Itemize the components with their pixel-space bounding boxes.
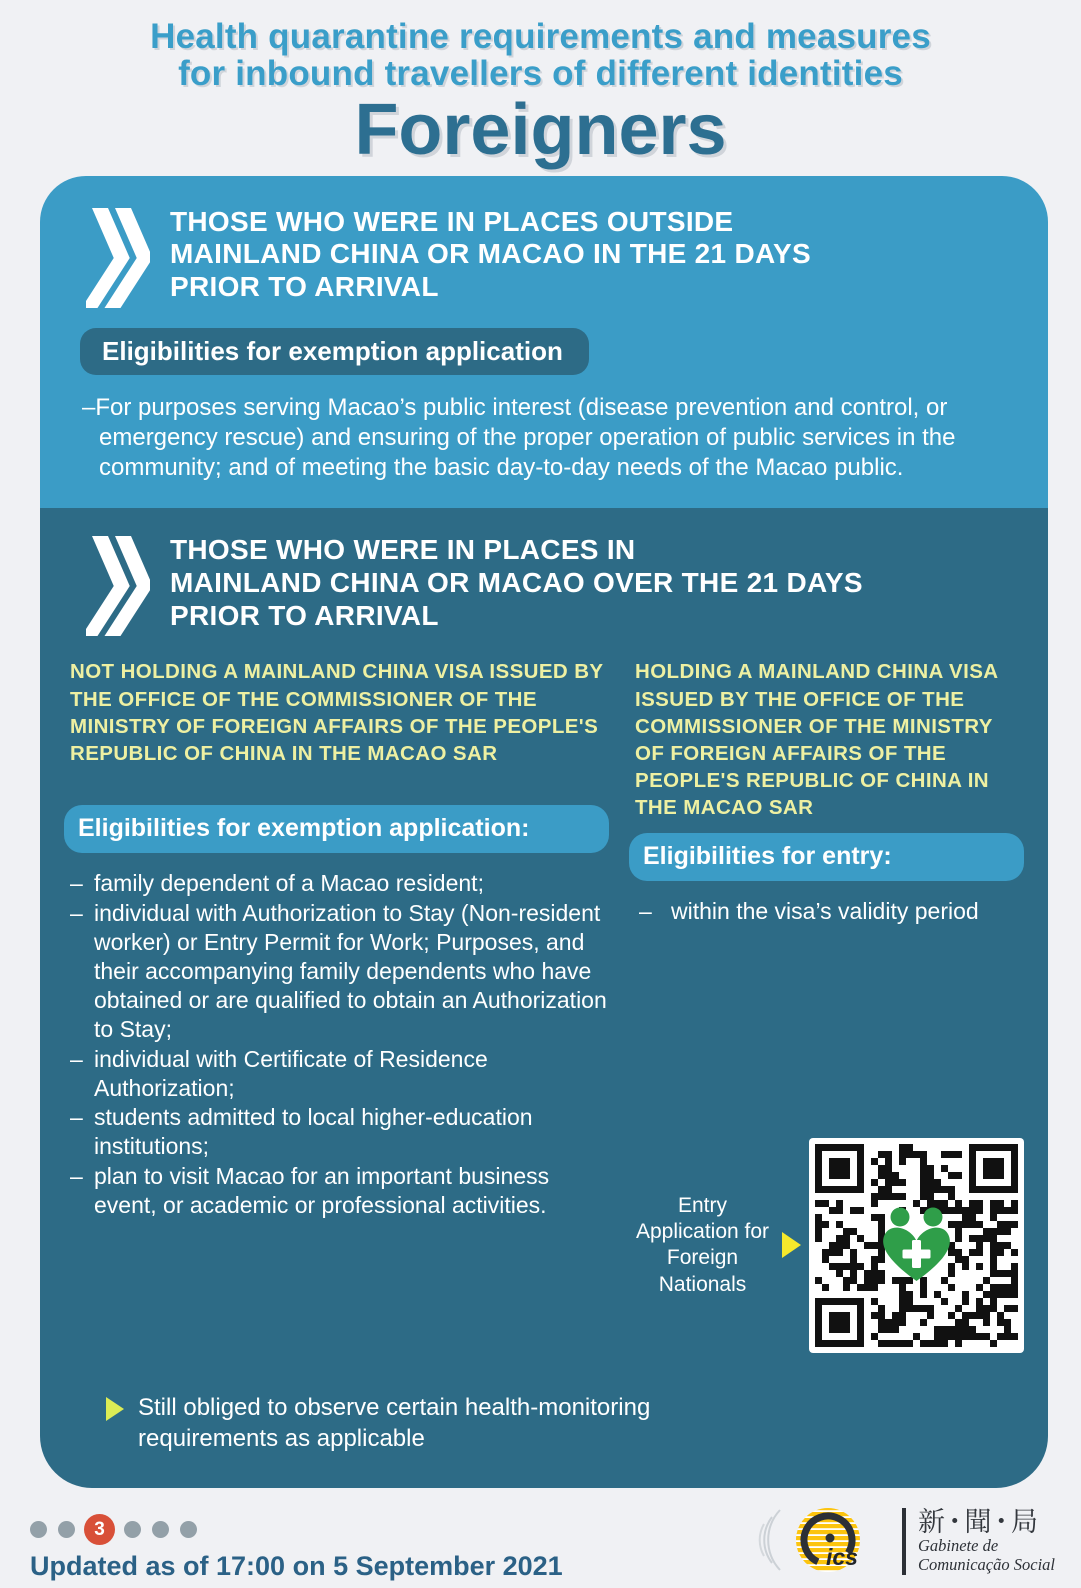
gcs-monogram: ics (825, 1544, 858, 1571)
gcs-logo-text (902, 1508, 1055, 1574)
poster-subtitle-line1: Health quarantine requirements and measures (150, 17, 931, 56)
page-dot (180, 1521, 197, 1538)
page-dot (58, 1521, 75, 1538)
list-item: – students admitted to local higher-education institutions; (68, 1103, 609, 1161)
gcs-portuguese-name-line2: Comunicação Social (917, 1554, 1055, 1574)
section-inside-21days (40, 508, 1048, 1488)
double-chevron-icon (86, 536, 150, 636)
gcs-portuguese-name-line1: Gabinete de (917, 1535, 999, 1555)
section-outside-title-line2: MAINLAND CHINA OR MACAO IN THE 21 DAYS (170, 238, 811, 270)
gcs-logo-icon (746, 1500, 898, 1582)
poster-header (0, 0, 1081, 171)
page-dot (152, 1521, 169, 1538)
exemption-pill-outside: Eligibilities for exemption application (80, 328, 589, 376)
section-outside-title (170, 206, 811, 304)
qr-code-label (629, 1193, 776, 1298)
section-outside-header (62, 206, 1012, 308)
column-holding-visa (629, 658, 1024, 1352)
qr-code (809, 1138, 1024, 1353)
page-dot-current: 3 (84, 1514, 115, 1545)
list-item: – family dependent of a Macao resident; (68, 869, 609, 898)
exemption-conditions-text: –For purposes serving Macao’s public interest (disease prevention and control, or emergency rescue) and ensuring of the proper operation of public services in the community; and of meeting the basic day-to-day needs of the Macao public. (82, 394, 956, 481)
list-item: – individual with Authorization to Stay (Non-resident worker) or Entry Permit for Work; Purposes, and their accompanying family dependents who have obtained or are qualified to obtain an Authorization to Stay; (68, 899, 609, 1045)
qr-code-label-line1: Entry Application for (635, 1193, 770, 1244)
qr-code-image (815, 1144, 1018, 1347)
exemption-pill-inside: Eligibilities for exemption application: (64, 805, 609, 853)
section-inside-title-line3: PRIOR TO ARRIVAL (170, 599, 439, 631)
section-inside-title-line2: MAINLAND CHINA OR MACAO OVER THE 21 DAYS (170, 567, 863, 599)
poster-footer (0, 1488, 1081, 1588)
yellow-arrow-icon (782, 1232, 801, 1258)
holding-visa-subheading: HOLDING A MAINLAND CHINA VISA ISSUED BY THE OFFICE OF THE COMMISSIONER OF THE MINISTRY OF FOREIGN AFFAIRS OF THE PEOPLE'S REPUBLIC OF CHINA IN THE MACAO SAR (635, 660, 998, 819)
section-inside-title (170, 534, 863, 632)
entry-application-qr-block (629, 1138, 1024, 1353)
section-outside-21days (40, 176, 1048, 509)
content-panels (40, 176, 1048, 1489)
list-item: – individual with Certificate of Residence Authorization; (68, 1045, 609, 1103)
footer-left (30, 1514, 563, 1582)
section-inside-title-line1: THOSE WHO WERE IN PLACES IN (170, 534, 636, 566)
yellow-green-arrow-icon (106, 1397, 124, 1421)
double-chevron-icon (86, 208, 150, 308)
gcs-logo (746, 1500, 1055, 1582)
list-item: – plan to visit Macao for an important business event, or academic or professional activities. (68, 1162, 609, 1220)
health-monitoring-note (106, 1393, 686, 1454)
list-item: – within the visa’s validity period (637, 897, 1024, 926)
column-not-holding-visa (64, 658, 609, 1352)
poster-subtitle-line2: for inbound travellers of different identities (178, 54, 903, 94)
gcs-chinese-name: 新･聞･局 (917, 1507, 1041, 1538)
not-holding-visa-subheading: NOT HOLDING A MAINLAND CHINA VISA ISSUED BY THE OFFICE OF THE COMMISSIONER OF THE MINISTRY OF FOREIGN AFFAIRS OF THE PEOPLE'S REPUBLIC OF CHINA IN THE MACAO SAR (70, 660, 604, 765)
qr-code-label-line2: Foreign Nationals (658, 1246, 747, 1296)
exemption-eligibility-list (68, 869, 609, 1219)
page-indicator (30, 1514, 563, 1545)
updated-timestamp: Updated as of 17:00 on 5 September 2021 (30, 1551, 563, 1582)
section-outside-title-line3: PRIOR TO ARRIVAL (170, 271, 439, 303)
page-dot (124, 1521, 141, 1538)
visa-columns (62, 658, 1026, 1352)
entry-eligibility-list (633, 897, 1024, 926)
health-monitoring-note-text: Still obliged to observe certain health-monitoring requirements as applicable (138, 1393, 651, 1452)
page-title: Foreigners (354, 90, 727, 171)
health-code-heart-icon (883, 1207, 950, 1281)
section-outside-title-line1: THOSE WHO WERE IN PLACES OUTSIDE (170, 205, 734, 237)
page-dot (30, 1521, 47, 1538)
section-inside-header (62, 534, 1026, 636)
entry-pill: Eligibilities for entry: (629, 833, 1024, 881)
